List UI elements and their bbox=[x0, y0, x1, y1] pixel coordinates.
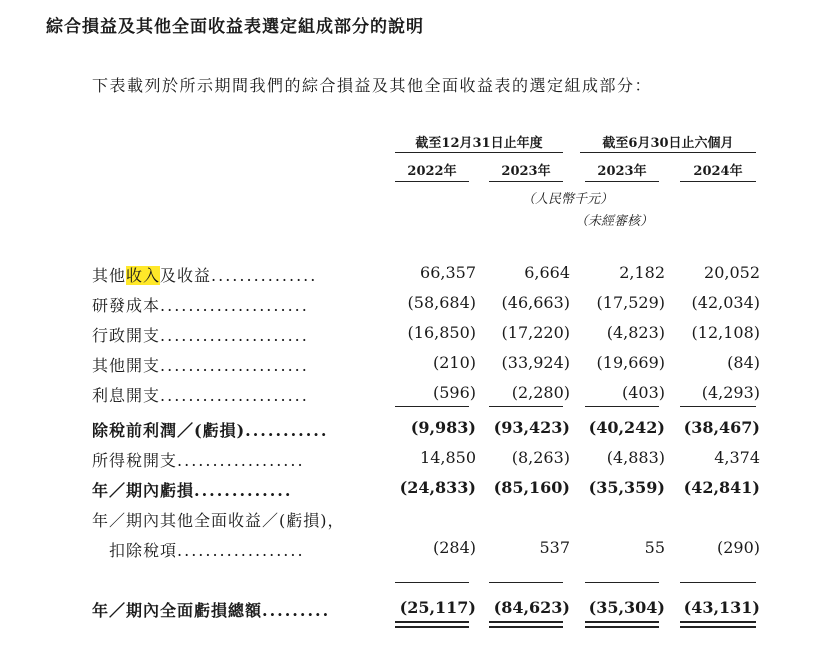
row-label bbox=[92, 353, 377, 376]
row-label bbox=[92, 508, 377, 531]
header-year-rule-4 bbox=[680, 181, 756, 182]
row-value-col-3: (17,529) bbox=[596, 293, 665, 312]
header-year-2024: 2024年 bbox=[693, 164, 743, 179]
row-label bbox=[92, 418, 377, 441]
header-group-annual: 截至12月31日止年度 bbox=[415, 136, 543, 151]
row-label-text: 年／期內虧損 bbox=[92, 481, 195, 500]
row-leader-dots: .................. bbox=[177, 541, 305, 560]
row-value-col-2: (84,623) bbox=[493, 598, 570, 617]
unaudited-label: （未經審核） bbox=[575, 214, 654, 229]
total-top-rule-4 bbox=[680, 582, 756, 583]
total-double-rule-1b bbox=[395, 626, 469, 628]
row-value-col-4: (43,131) bbox=[683, 598, 760, 617]
row-value-col-2: (46,663) bbox=[501, 293, 570, 312]
row-value-col-1: (284) bbox=[432, 538, 476, 557]
row-leader-dots: ......... bbox=[262, 601, 331, 620]
total-double-rule-4b bbox=[680, 626, 756, 628]
header-year-2022: 2022年 bbox=[407, 164, 457, 179]
row-value-col-1: (9,983) bbox=[410, 418, 476, 437]
row-value-col-1: (24,833) bbox=[399, 478, 476, 497]
header-year-rule-3 bbox=[585, 181, 659, 182]
header-group-interim: 截至6月30日止六個月 bbox=[602, 136, 734, 151]
row-label-text-suffix: 及收益 bbox=[160, 266, 212, 285]
row-value-col-4: (290) bbox=[716, 538, 760, 557]
subtotal-rule-4 bbox=[680, 406, 756, 407]
row-value-col-4: 20,052 bbox=[704, 263, 760, 282]
header-group-annual-rule bbox=[395, 152, 563, 153]
header-year-rule-1 bbox=[395, 181, 469, 182]
row-label bbox=[92, 323, 377, 346]
row-label-text: 其他 bbox=[92, 266, 127, 285]
row-value-col-3: (4,883) bbox=[606, 448, 665, 467]
row-leader-dots: ............. bbox=[194, 481, 293, 500]
row-value-col-4: (42,034) bbox=[691, 293, 760, 312]
row-value-col-1: (16,850) bbox=[407, 323, 476, 342]
row-label bbox=[92, 383, 377, 406]
row-value-col-3: 55 bbox=[644, 538, 665, 557]
row-value-col-4: (42,841) bbox=[683, 478, 760, 497]
row-value-col-4: (38,467) bbox=[683, 418, 760, 437]
row-label bbox=[92, 478, 377, 501]
intro-text: 下表載列於所示期間我們的綜合損益及其他全面收益表的選定組成部分： bbox=[92, 76, 653, 95]
total-double-rule-2b bbox=[489, 626, 563, 628]
total-double-rule-3b bbox=[585, 626, 659, 628]
unit-label: （人民幣千元） bbox=[522, 192, 614, 207]
row-value-col-1: (596) bbox=[432, 383, 476, 402]
row-leader-dots: .................. bbox=[177, 451, 305, 470]
row-value-col-4: (12,108) bbox=[691, 323, 760, 342]
row-leader-dots: ........... bbox=[245, 421, 329, 440]
row-value-col-3: 2,182 bbox=[619, 263, 665, 282]
total-top-rule-3 bbox=[585, 582, 659, 583]
row-label bbox=[92, 448, 377, 471]
row-leader-dots: ..................... bbox=[160, 356, 309, 375]
row-label-text: 年／期內其他全面收益／(虧損)， bbox=[92, 511, 345, 530]
row-value-col-1: (58,684) bbox=[407, 293, 476, 312]
row-value-col-2: (93,423) bbox=[493, 418, 570, 437]
row-label-highlight: 收入 bbox=[126, 266, 161, 285]
total-double-rule-4a bbox=[680, 621, 756, 623]
header-group-interim-rule bbox=[580, 152, 756, 153]
row-value-col-3: (4,823) bbox=[606, 323, 665, 342]
row-label bbox=[92, 598, 377, 621]
row-value-col-2: (17,220) bbox=[501, 323, 570, 342]
row-value-col-2: (85,160) bbox=[493, 478, 570, 497]
row-value-col-2: (33,924) bbox=[501, 353, 570, 372]
row-label-text: 利息開支 bbox=[92, 386, 161, 405]
row-label-text: 行政開支 bbox=[92, 326, 161, 345]
row-value-col-4: (84) bbox=[727, 353, 760, 372]
row-value-col-1: (25,117) bbox=[399, 598, 476, 617]
row-label-text: 扣除稅項 bbox=[92, 541, 178, 560]
row-value-col-1: (210) bbox=[432, 353, 476, 372]
row-value-col-3: (35,359) bbox=[588, 478, 665, 497]
row-leader-dots: ............... bbox=[211, 266, 318, 285]
row-value-col-2: (2,280) bbox=[511, 383, 570, 402]
row-label-text: 年／期內全面虧損總額 bbox=[92, 601, 263, 620]
row-label-text: 研發成本 bbox=[92, 296, 161, 315]
row-label bbox=[92, 263, 377, 286]
header-year-rule-2 bbox=[489, 181, 563, 182]
total-top-rule-1 bbox=[395, 582, 469, 583]
row-label-text: 其他開支 bbox=[92, 356, 161, 375]
total-double-rule-1a bbox=[395, 621, 469, 623]
row-label bbox=[92, 538, 377, 561]
row-value-col-1: 66,357 bbox=[420, 263, 476, 282]
subtotal-rule-2 bbox=[489, 406, 563, 407]
row-label-text: 除稅前利潤／(虧損) bbox=[92, 421, 246, 440]
row-leader-dots: ..................... bbox=[160, 296, 309, 315]
row-value-col-4: (4,293) bbox=[701, 383, 760, 402]
section-title: 綜合損益及其他全面收益表選定組成部分的說明 bbox=[46, 17, 424, 37]
row-value-col-2: (8,263) bbox=[511, 448, 570, 467]
row-leader-dots: ..................... bbox=[160, 326, 309, 345]
row-value-col-2: 6,664 bbox=[524, 263, 570, 282]
row-value-col-2: 537 bbox=[539, 538, 570, 557]
row-label-text: 所得稅開支 bbox=[92, 451, 178, 470]
row-value-col-1: 14,850 bbox=[420, 448, 476, 467]
total-double-rule-3a bbox=[585, 621, 659, 623]
header-year-2023-interim: 2023年 bbox=[597, 164, 647, 179]
row-value-col-3: (35,304) bbox=[588, 598, 665, 617]
row-leader-dots: ..................... bbox=[160, 386, 309, 405]
total-top-rule-2 bbox=[489, 582, 563, 583]
total-double-rule-2a bbox=[489, 621, 563, 623]
row-value-col-3: (403) bbox=[621, 383, 665, 402]
row-value-col-3: (40,242) bbox=[588, 418, 665, 437]
subtotal-rule-3 bbox=[585, 406, 659, 407]
subtotal-rule-1 bbox=[395, 406, 469, 407]
header-year-2023-annual: 2023年 bbox=[501, 164, 551, 179]
row-value-col-4: 4,374 bbox=[714, 448, 760, 467]
row-label bbox=[92, 293, 377, 316]
row-value-col-3: (19,669) bbox=[596, 353, 665, 372]
